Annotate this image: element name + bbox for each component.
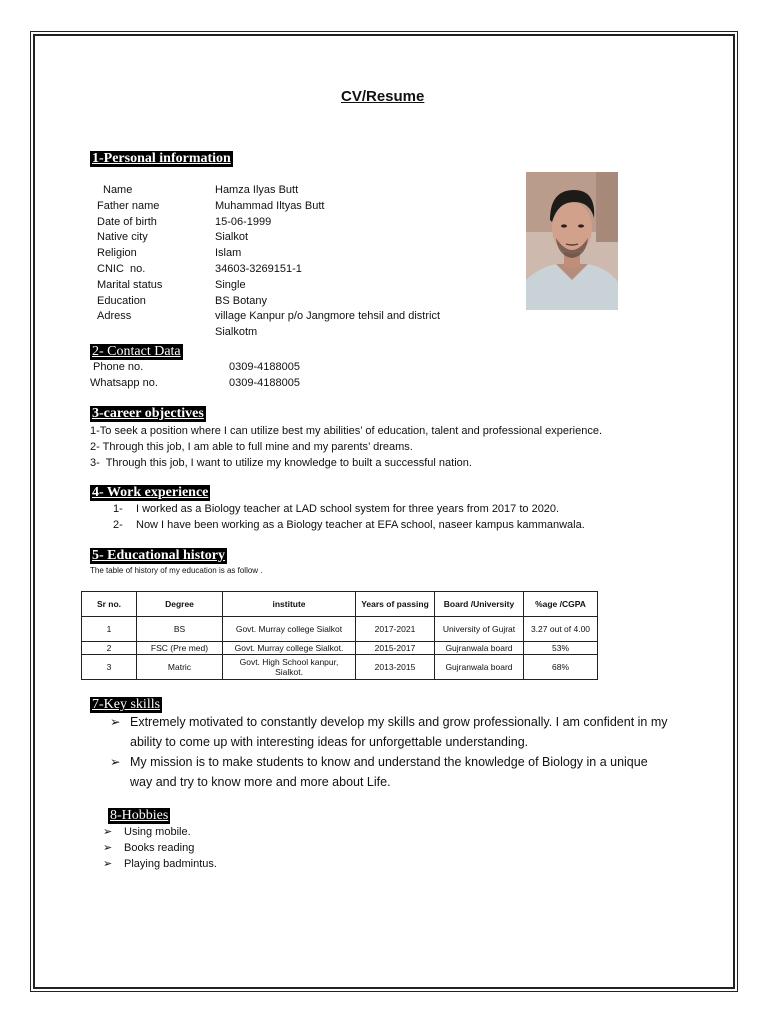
field-education: Education BS Botany xyxy=(97,294,267,307)
skill-item: ➢ Extremely motivated to constantly develop my skills and grow professionally. I am confident in my ability to come up with interesting ideas for unforgettable understanding. xyxy=(110,712,670,752)
career-item: 1-To seek a position where I can utilize best my abilities’ of education, talent and professional experience. xyxy=(90,425,602,437)
hobbies-list xyxy=(103,825,217,872)
field-marital-status: Marital status Single xyxy=(97,278,246,291)
personal-heading: 1-Personal information xyxy=(92,151,231,166)
col-institute: institute xyxy=(223,592,356,617)
arrow-bullet-icon: ➢ xyxy=(103,841,113,854)
field-phone: Phone no. 0309-4188005 xyxy=(93,361,300,373)
col-sr-no: Sr no. xyxy=(82,592,137,617)
table-row: 2 FSC (Pre med) Govt. Murray college Sialkot. 2015-2017 Gujranwala board 53% xyxy=(82,642,598,655)
table-row: 3 Matric Govt. High School kanpur, Sialkot. 2013-2015 Gujranwala board 68% xyxy=(82,655,598,680)
arrow-bullet-icon: ➢ xyxy=(103,826,113,838)
education-heading: 5- Educational history xyxy=(92,548,226,563)
table-header-row xyxy=(82,592,598,617)
page-title: CV/Resume xyxy=(341,88,425,105)
career-item: 3- Through this job, I want to utilize my knowledge to built a successful nation. xyxy=(90,456,472,469)
hobbies-heading: 8-Hobbies xyxy=(110,808,169,823)
work-item: 2- Now I have been working as a Biology teacher at EFA school, naseer kampus kammanwala. xyxy=(113,518,585,531)
field-address: Adress village Kanpur p/o Jangmore tehsil and district Sialkotm xyxy=(97,310,441,339)
col-board: Board /University xyxy=(435,592,524,617)
field-whatsapp: Whatsapp no. 0309-4188005 xyxy=(90,376,300,389)
field-native-city: Native city Sialkot xyxy=(97,231,249,244)
col-degree: Degree xyxy=(137,592,223,617)
skill-item: ➢ My mission is to make students to know and understand the knowledge of Biology in a unique way and try to know more and more about Life. xyxy=(110,752,670,792)
col-cgpa: %age /CGPA xyxy=(524,592,598,617)
profile-photo xyxy=(526,172,618,310)
col-years: Years of passing xyxy=(356,592,435,617)
hobby-item: ➢ Playing badmintus. xyxy=(103,857,217,873)
portrait-image xyxy=(526,172,618,310)
field-cnic: CNIC no. 34603-3269151-1 xyxy=(97,262,302,275)
field-religion: Religion Islam xyxy=(97,247,242,260)
table-row: 1 BS Govt. Murray college Sialkot 2017-2021 University of Gujrat 3.27 out of 4.00 xyxy=(82,617,598,642)
career-item: 2- Through this job, I am able to full mine and my parents’ dreams. xyxy=(90,440,413,453)
skills-heading: 7-Key skills xyxy=(92,697,161,712)
career-list xyxy=(90,424,602,471)
hobby-item: ➢ Using mobile. xyxy=(103,825,217,841)
career-heading: 3-career objectives xyxy=(92,406,204,421)
skills-list xyxy=(110,712,670,792)
arrow-bullet-icon: ➢ xyxy=(110,715,121,729)
field-father-name: Father name Muhammad Iltyas Butt xyxy=(97,199,325,212)
education-table xyxy=(81,591,598,680)
work-item: 1- I worked as a Biology teacher at LAD school system for three years from 2017 to 2020. xyxy=(113,503,560,515)
contact-heading: 2- Contact Data xyxy=(92,344,181,359)
arrow-bullet-icon: ➢ xyxy=(103,857,113,870)
education-intro: The table of history of my education is as follow . xyxy=(90,566,263,575)
field-name: Name Hamza Ilyas Butt xyxy=(103,184,299,196)
contact-list xyxy=(90,360,300,392)
arrow-bullet-icon: ➢ xyxy=(110,755,121,769)
personal-info-list xyxy=(97,183,497,341)
hobby-item: ➢ Books reading xyxy=(103,841,217,857)
field-date-of-birth: Date of birth 15-06-1999 xyxy=(97,215,272,228)
work-heading: 4- Work experience xyxy=(92,485,209,500)
work-list xyxy=(113,502,585,534)
